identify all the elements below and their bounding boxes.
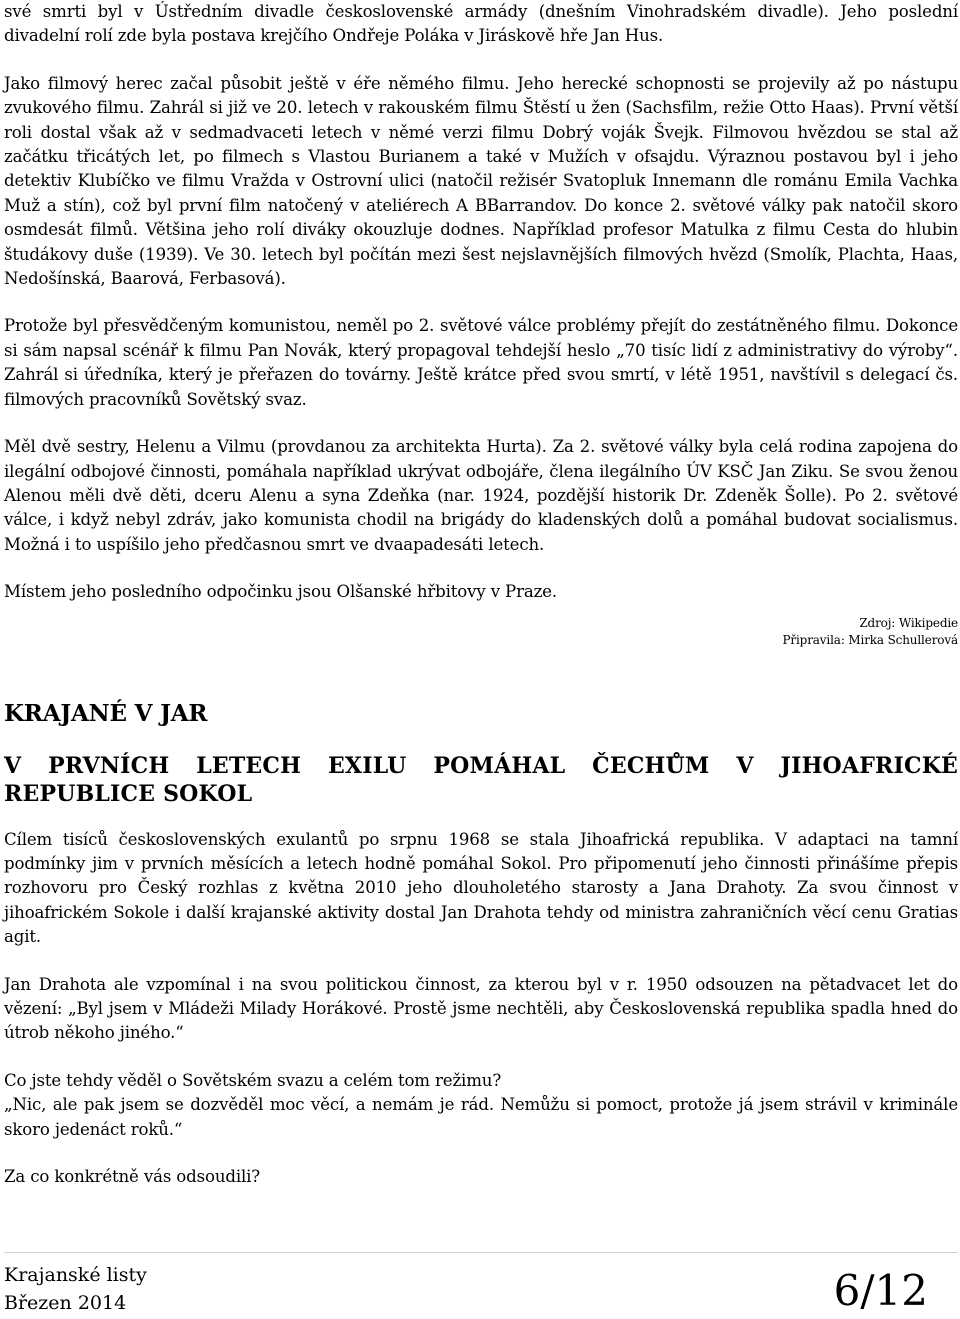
article1-paragraph-3: Protože byl přesvědčeným komunistou, neměl po 2. světové válce problémy přejít do zestátněného filmu. Dokonce si sám napsal scénář k filmu Pan Novák, který propagoval tehdejší heslo „70 tisíc lidí z administrativy do výroby“. Zahrál si úředníka, který je přeřazen do továrny. Ještě krátce před svou smrtí, v létě 1951, navštívil s delegací čs. filmových pracovníků Sovětský svaz. [4,316,958,409]
article-title: V PRVNÍCH LETECH EXILU POMÁHAL ČECHŮM V JIHOAFRICKÉ REPUBLICE SOKOL [4,752,958,807]
article1-paragraph-4: Měl dvě sestry, Helenu a Vilmu (provdanou za architekta Hurta). Za 2. světové války byla celá rodina zapojena do ilegální odbojové činnosti, pomáhala například ukrývat odbojáře, člena ilegálního ÚV KSČ Jan Ziku. Se svou ženou Alenou měli dvě děti, dceru Alenu a syna Zdeňka (nar. 1924, pozdější historik Dr. Zdeněk Šolle). Po 2. světové válce, i když nebyl zdráv, jako komunista chodil na brigády do kladenských dolů a pomáhal budovat socialismus. Možná i to uspíšilo jeho předčasnou smrt ve dvaapadesáti letech. [4,437,958,554]
interview-question-1: Co jste tehdy věděl o Sovětském svazu a celém tom režimu? [4,1070,502,1090]
page-footer [4,1252,958,1319]
publication-name: Krajanské listy [4,1264,147,1286]
author-credit: Připravila: Mirka Schullerová [782,632,958,647]
interview-answer-1: „Nic, ale pak jsem se dozvěděl moc věcí, a nemám je rád. Nemůžu si pomoct, protože já jsem strávil v kriminále skoro jedenáct roků.“ [4,1095,958,1139]
article1-paragraph-1: své smrti byl v Ústředním divadle československé armády (dnešním Vinohradském divadle). Jeho poslední divadelní rolí zde byla postava krejčího Ondřeje Poláka v Jiráskově hře Jan Hus. [4,2,958,46]
source-credit: Zdroj: Wikipedie [859,615,958,630]
article1-paragraph-2: Jako filmový herec začal působit ještě v éře němého filmu. Jeho herecké schopnosti se projevily až po nástupu zvukového filmu. Zahrál si již ve 20. letech v rakouském filmu Štěstí u žen (Sachsfilm, režie Otto Haas). První větší roli dostal však až v sedmadvaceti letech v němé verzi filmu Dobrý voják Švejk. Filmovou hvězdou se stal až začátku třicátých let, po filmech s Vlastou Burianem a také v Mužích v ofsajdu. Výraznou postavou byl i jeho detektiv Klubíčko ve filmu Vražda v Ostrovní ulici (natočil režisér Svatopluk Innemann dle románu Emila Vachka Muž a stín), což byl první film natočený v ateliérech A BBarrandov. Do konce 2. světové války pak natočil skoro osmdesát filmů. Většina jeho rolí diváky okouzluje dodnes. Například profesor Matulka z filmu Cesta do hlubin študákovy duše (1939). Ve 30. letech byl počítán mezi šest nejslavnějších filmových hvězd (Smolík, Plachta, Haas, Nedošínská, Baarová, Ferbasová). [4,73,958,289]
footer-publication-info [4,1261,147,1317]
document-page [4,0,958,1189]
article2-paragraph-1: Cílem tisíců československých exulantů po srpnu 1968 se stala Jihoafrická republika. V adaptaci na tamní podmínky jim v prvních měsících a letech hodně pomáhal Sokol. Pro připomenutí jeho činnosti přinášíme přepis rozhovoru pro Český rozhlas z května 2010 jeho dlouholetého starosty a Jana Drahoty. Za svou činnost v jihoafrickém Sokole i další krajanské aktivity dostal Jan Drahota tehdy od ministra zahraničních věcí cenu Gratias agit. [4,829,958,947]
article1-paragraph-5: Místem jeho posledního odpočinku jsou Olšanské hřbitovy v Praze. [4,582,557,602]
issue-date: Březen 2014 [4,1292,127,1314]
section-title: KRAJANÉ V JAR [4,699,208,727]
page-number: 6/12 [833,1266,928,1315]
interview-question-2: Za co konkrétně vás odsoudili? [4,1167,261,1186]
article2-paragraph-2: Jan Drahota ale vzpomínal i na svou politickou činnost, za kterou byl v r. 1950 odsouzen na pětadvacet let do vězení: „Byl jsem v Mládeži Milady Horákové. Prostě jsme nechtěli, aby Československá republika spadla hned do útrob někoho jiného.“ [4,974,958,1043]
